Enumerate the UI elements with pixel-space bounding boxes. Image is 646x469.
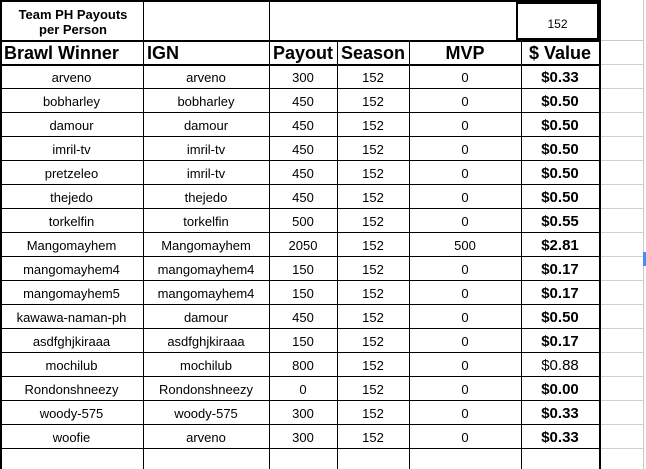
cell-payout[interactable]: 450 xyxy=(292,141,314,157)
cell-brawl-winner[interactable]: mangomayhem4 xyxy=(23,261,120,277)
grid-line-horizontal xyxy=(600,64,643,65)
grid-line-horizontal xyxy=(600,232,643,233)
cell-mvp[interactable]: 0 xyxy=(461,333,469,349)
cell-ign[interactable]: arveno xyxy=(186,69,226,85)
cell-value[interactable]: $0.17 xyxy=(541,284,579,302)
grid-line-horizontal xyxy=(0,40,600,42)
grid-line-horizontal xyxy=(0,0,600,2)
cell-brawl-winner[interactable]: Mangomayhem xyxy=(26,237,117,253)
grid-line-horizontal xyxy=(0,424,600,425)
empty-cell[interactable] xyxy=(521,449,599,469)
cell-ign[interactable]: mangomayhem4 xyxy=(157,261,255,277)
cell-season[interactable]: 152 xyxy=(362,381,384,397)
season-number-cell[interactable]: 152 xyxy=(516,2,599,40)
grid-line-vertical xyxy=(0,0,2,469)
cell-mvp[interactable]: 0 xyxy=(461,189,469,205)
cell-value[interactable]: $0.50 xyxy=(541,140,579,158)
grid-line-horizontal xyxy=(600,136,643,137)
cell-mvp[interactable]: 0 xyxy=(461,117,469,133)
cell-payout[interactable]: 300 xyxy=(292,429,314,445)
cell-season[interactable]: 152 xyxy=(362,189,384,205)
cell-value[interactable]: $0.50 xyxy=(541,164,579,182)
cell-ign[interactable]: asdfghjkiraaa xyxy=(167,333,245,349)
cell-payout[interactable]: 450 xyxy=(292,309,314,325)
cell-season[interactable]: 152 xyxy=(362,237,384,253)
grid-line-horizontal xyxy=(600,280,643,281)
cell-season[interactable]: 152 xyxy=(362,285,384,301)
cell-season[interactable]: 152 xyxy=(362,141,384,157)
cell-value[interactable]: $0.33 xyxy=(541,68,579,86)
cell-brawl-winner[interactable]: Rondonshneezy xyxy=(24,381,119,397)
grid-line-horizontal xyxy=(600,184,643,185)
cell-mvp[interactable]: 0 xyxy=(461,93,469,109)
cell-brawl-winner[interactable]: thejedo xyxy=(50,189,93,205)
cell-mvp[interactable]: 500 xyxy=(454,237,476,253)
cell-ign[interactable]: mochilub xyxy=(179,357,233,373)
cell-mvp[interactable]: 0 xyxy=(461,357,469,373)
cell-brawl-winner[interactable]: woofie xyxy=(52,429,91,445)
grid-line-vertical xyxy=(143,0,144,40)
cell-brawl-winner[interactable]: mangomayhem5 xyxy=(23,285,120,301)
cell-brawl-winner[interactable]: bobharley xyxy=(42,93,101,109)
cell-season[interactable]: 152 xyxy=(362,333,384,349)
cell-value[interactable]: $0.33 xyxy=(541,428,579,446)
cell-mvp[interactable]: 0 xyxy=(461,69,469,85)
cell-mvp[interactable]: 0 xyxy=(461,381,469,397)
grid-line-horizontal xyxy=(0,376,600,377)
grid-line-horizontal xyxy=(0,232,600,233)
cell-value[interactable]: $0.50 xyxy=(541,92,579,110)
cell-mvp[interactable]: 0 xyxy=(461,405,469,421)
cell-value[interactable]: $0.88 xyxy=(541,356,579,374)
cell-payout[interactable]: 150 xyxy=(292,261,314,277)
grid-line-vertical xyxy=(409,40,410,469)
cell-value[interactable]: $0.17 xyxy=(541,332,579,350)
cell-payout[interactable]: 800 xyxy=(292,357,314,373)
cell-season[interactable]: 152 xyxy=(362,93,384,109)
cell-payout[interactable]: 450 xyxy=(292,189,314,205)
grid-line-vertical xyxy=(521,40,522,469)
grid-line-horizontal xyxy=(600,88,643,89)
cell-season[interactable]: 152 xyxy=(362,165,384,181)
grid-line-horizontal xyxy=(0,112,600,113)
cell-ign[interactable]: mangomayhem4 xyxy=(157,285,255,301)
cell-season[interactable]: 152 xyxy=(362,69,384,85)
header-ign[interactable]: IGN xyxy=(147,42,180,63)
grid-line-horizontal xyxy=(0,256,600,257)
title-line-1: Team PH Payouts xyxy=(18,7,128,22)
empty-cell[interactable] xyxy=(0,449,143,469)
grid-line-horizontal xyxy=(600,208,643,209)
cell-ign[interactable]: imril-tv xyxy=(186,141,226,157)
cell-mvp[interactable]: 0 xyxy=(461,213,469,229)
grid-line-horizontal xyxy=(0,88,600,89)
cell-ign[interactable]: bobharley xyxy=(177,93,235,109)
grid-line-vertical xyxy=(599,0,601,469)
empty-cell[interactable] xyxy=(143,449,269,469)
cell-ign[interactable]: imril-tv xyxy=(186,165,226,181)
cell-payout[interactable]: 150 xyxy=(292,333,314,349)
grid-line-horizontal xyxy=(600,400,643,401)
cell-value[interactable]: $0.50 xyxy=(541,116,579,134)
cell-mvp[interactable]: 0 xyxy=(461,429,469,445)
cell-brawl-winner[interactable]: asdfghjkiraaa xyxy=(32,333,111,349)
grid-line-horizontal xyxy=(0,208,600,209)
empty-cell[interactable] xyxy=(337,449,409,469)
cell-season[interactable]: 152 xyxy=(362,117,384,133)
header-season[interactable]: Season xyxy=(340,42,406,63)
grid-line-horizontal xyxy=(0,184,600,185)
cell-payout[interactable]: 300 xyxy=(292,69,314,85)
grid-line-horizontal xyxy=(600,112,643,113)
grid-line-horizontal xyxy=(0,352,600,353)
cell-ign[interactable]: woody-575 xyxy=(174,405,238,421)
grid-line-horizontal xyxy=(0,448,600,449)
grid-line-horizontal xyxy=(0,400,600,401)
grid-line-horizontal xyxy=(0,280,600,281)
cell-season[interactable]: 152 xyxy=(362,357,384,373)
cell-brawl-winner[interactable]: damour xyxy=(49,117,94,133)
cell-mvp[interactable]: 0 xyxy=(461,261,469,277)
cell-mvp[interactable]: 0 xyxy=(461,285,469,301)
empty-cell[interactable] xyxy=(269,449,337,469)
grid-line-horizontal xyxy=(600,328,643,329)
cell-mvp[interactable]: 0 xyxy=(461,141,469,157)
grid-line-vertical xyxy=(269,0,270,469)
header-brawl-winner[interactable]: Brawl Winner xyxy=(4,42,119,63)
cell-value[interactable]: $0.17 xyxy=(541,260,579,278)
cell-season[interactable]: 152 xyxy=(362,405,384,421)
cell-payout[interactable]: 150 xyxy=(292,285,314,301)
cell-value[interactable]: $0.00 xyxy=(541,380,579,398)
cell-brawl-winner[interactable]: woody-575 xyxy=(39,405,104,421)
cell-payout[interactable]: 450 xyxy=(292,165,314,181)
grid-line-horizontal xyxy=(600,304,643,305)
cell-payout[interactable]: 500 xyxy=(292,213,314,229)
grid-line-vertical xyxy=(337,40,338,469)
cell-value[interactable]: $2.81 xyxy=(541,236,579,254)
grid-line-horizontal xyxy=(600,376,643,377)
grid-line-horizontal xyxy=(0,64,600,66)
grid-line-horizontal xyxy=(600,352,643,353)
cell-value[interactable]: $0.50 xyxy=(541,188,579,206)
cell-brawl-winner[interactable]: torkelfin xyxy=(48,213,95,229)
cell-season[interactable]: 152 xyxy=(362,429,384,445)
cell-ign[interactable]: damour xyxy=(183,117,229,133)
grid-line-horizontal xyxy=(0,160,600,161)
grid-line-horizontal xyxy=(600,448,643,449)
empty-cell[interactable] xyxy=(409,449,521,469)
grid-line-horizontal xyxy=(600,424,643,425)
grid-line-horizontal xyxy=(0,304,600,305)
header-payout[interactable]: Payout xyxy=(272,42,333,63)
cell-ign[interactable]: damour xyxy=(183,309,229,325)
cell-value[interactable]: $0.55 xyxy=(541,212,579,230)
cell-payout[interactable]: 300 xyxy=(292,405,314,421)
cell-payout[interactable]: 0 xyxy=(299,381,307,397)
cell-payout[interactable]: 450 xyxy=(292,93,314,109)
header-value[interactable]: $ Value xyxy=(528,42,592,63)
cell-payout[interactable]: 2050 xyxy=(288,237,318,253)
cell-season[interactable]: 152 xyxy=(362,261,384,277)
grid-line-vertical xyxy=(143,40,144,469)
cell-value[interactable]: $0.50 xyxy=(541,308,579,326)
cell-ign[interactable]: Rondonshneezy xyxy=(159,381,253,397)
cell-payout[interactable]: 450 xyxy=(292,117,314,133)
cell-ign[interactable]: thejedo xyxy=(184,189,228,205)
cell-brawl-winner[interactable]: imril-tv xyxy=(52,141,91,157)
grid-line-horizontal xyxy=(0,328,600,329)
cell-brawl-winner[interactable]: pretzeleo xyxy=(44,165,99,181)
cell-ign[interactable]: torkelfin xyxy=(183,213,229,229)
grid-line-horizontal xyxy=(0,136,600,137)
cell-value[interactable]: $0.33 xyxy=(541,404,579,422)
cell-brawl-winner[interactable]: kawawa-naman-ph xyxy=(16,309,127,325)
title-cell[interactable] xyxy=(3,3,143,41)
cell-season[interactable]: 152 xyxy=(362,213,384,229)
cell-brawl-winner[interactable]: arveno xyxy=(51,69,92,85)
grid-line-horizontal xyxy=(600,160,643,161)
cell-season[interactable]: 152 xyxy=(362,309,384,325)
grid-line-horizontal xyxy=(600,256,643,257)
cell-ign[interactable]: arveno xyxy=(186,429,226,445)
header-mvp[interactable]: MVP xyxy=(445,42,485,63)
cell-ign[interactable]: Mangomayhem xyxy=(161,237,251,253)
cell-brawl-winner[interactable]: mochilub xyxy=(45,357,98,373)
grid-line-horizontal xyxy=(600,40,643,41)
cell-mvp[interactable]: 0 xyxy=(461,309,469,325)
cell-mvp[interactable]: 0 xyxy=(461,165,469,181)
title-line-2: per Person xyxy=(39,22,107,37)
grid-line-vertical xyxy=(643,0,644,469)
